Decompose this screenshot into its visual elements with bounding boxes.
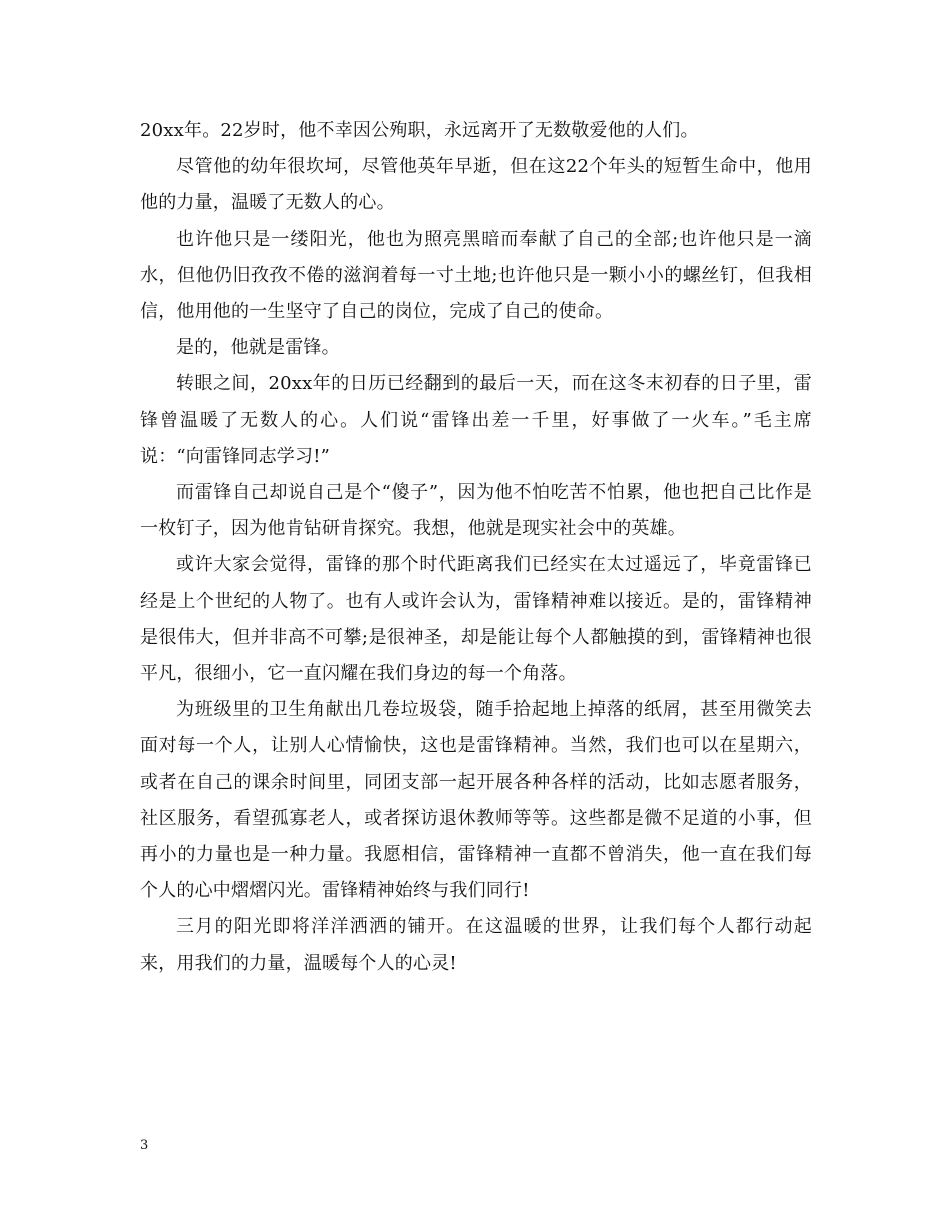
paragraph-6: 而雷锋自己却说自己是个“傻子”，因为他不怕吃苦不怕累，他也把自己比作是一枚钉子，因为他肯钻研肯探究。我想，他就是现实社会中的英雄。	[140, 482, 812, 540]
paragraph-9: 三月的阳光即将洋洋洒洒的铺开。在这温暖的世界，让我们每个人都行动起来，用我们的力量，温暖每个人的心灵!	[140, 916, 812, 974]
page-number: 3	[140, 1138, 149, 1153]
paragraph-1: 20xx年。22岁时，他不幸因公殉职，永远离开了无数敬爱他的人们。	[140, 120, 699, 141]
paragraph-3: 也许他只是一缕阳光，他也为照亮黑暗而奉献了自己的全部;也许他只是一滴水，但他仍旧孜孜不倦的滋润着每一寸土地;也许他只是一颗小小的螺丝钉，但我相信，他用他的一生坚守了自己的岗位，完成了自己的使命。	[140, 228, 812, 323]
paragraph-5: 转眼之间，20xx年的日历已经翻到的最后一天，而在这冬末初春的日子里，雷锋曾温暖了无数人的心。人们说“雷锋出差一千里，好事做了一火车。”毛主席说：“向雷锋同志学习!”	[140, 373, 812, 467]
paragraph-2: 尽管他的幼年很坎坷，尽管他英年早逝，但在这22个年头的短暂生命中，他用他的力量，温暖了无数人的心。	[140, 156, 812, 214]
paragraph-4: 是的，他就是雷锋。	[176, 337, 340, 359]
body-text	[140, 113, 812, 982]
paragraph-7: 或许大家会觉得，雷锋的那个时代距离我们已经实在太过遥远了，毕竟雷锋已经是上个世纪的人物了。也有人或许会认为，雷锋精神难以接近。是的，雷锋精神是很伟大，但并非高不可攀;是很神圣，却是能让每个人都触摸的到，雷锋精神也很平凡，很细小，它一直闪耀在我们身边的每一个角落。	[140, 554, 812, 685]
paragraph-8: 为班级里的卫生角献出几卷垃圾袋，随手拾起地上掉落的纸屑，甚至用微笑去面对每一个人，让别人心情愉快，这也是雷锋精神。当然，我们也可以在星期六，或者在自己的课余时间里，同团支部一起开展各种各样的活动，比如志愿者服务，社区服务，看望孤寡老人，或者探访退休教师等等。这些都是微不足道的小事，但再小的力量也是一种力量。我愿相信，雷锋精神一直都不曾消失，他一直在我们每个人的心中熠熠闪光。雷锋精神始终与我们同行!	[140, 699, 812, 902]
